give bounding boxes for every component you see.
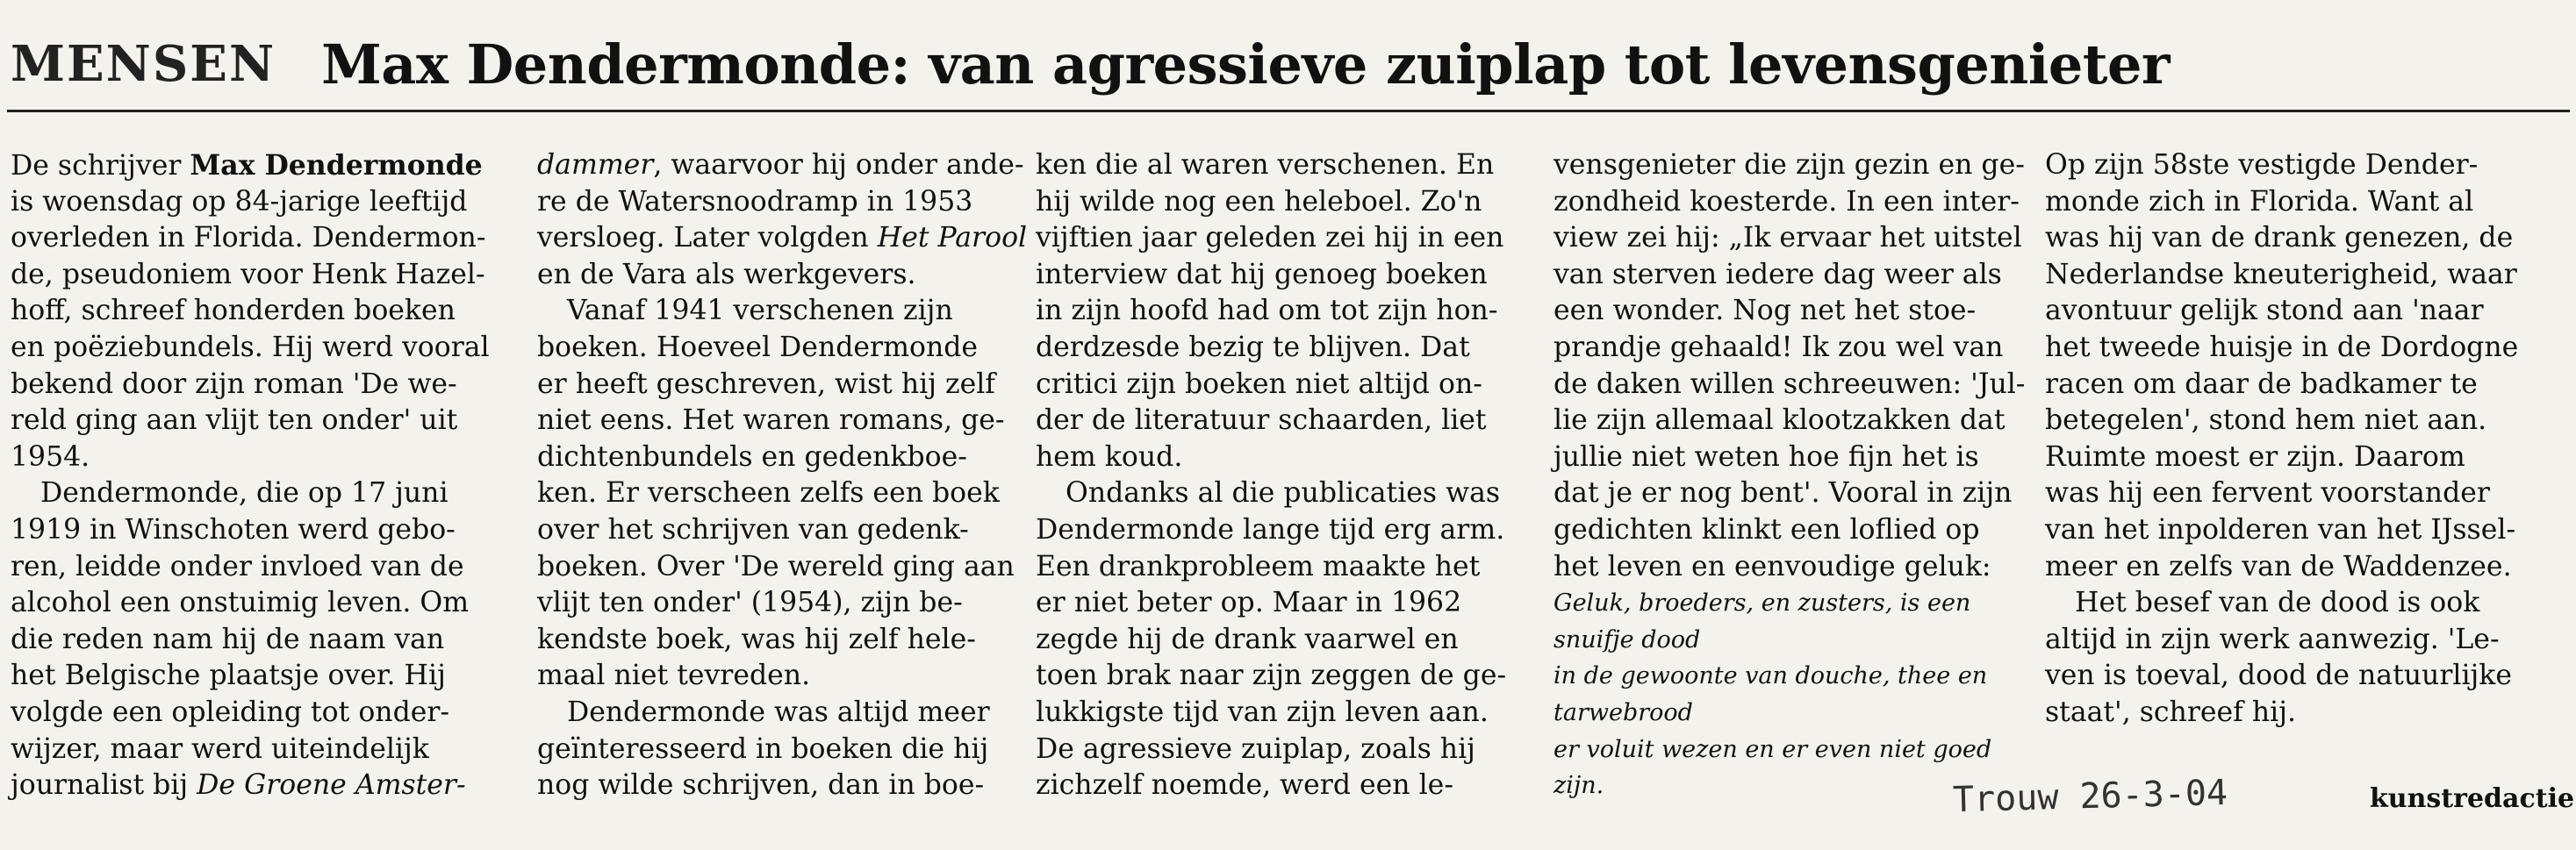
text-line (537, 257, 1015, 294)
text-fragment: gedichten klinkt een loflied op (1553, 513, 1980, 546)
text-line (11, 768, 489, 804)
text-line (11, 585, 489, 622)
text-fragment: De schrijver (11, 150, 190, 182)
text-line (11, 184, 489, 221)
text-fragment: van het inpolderen van het IJssel- (2045, 513, 2516, 546)
text-fragment: ven is toeval, dood de natuurlijke (2045, 660, 2513, 692)
text-line (537, 695, 1015, 732)
text-line (11, 512, 489, 549)
text-line (2045, 147, 2523, 184)
text-fragment: Op zijn 58ste vestigde Dender- (2045, 149, 2479, 181)
text-line (2045, 184, 2523, 221)
text-fragment: de daken willen schreeuwen: 'Jul- (1553, 368, 2026, 400)
text-line (1553, 658, 2032, 695)
text-line (1553, 257, 2032, 294)
text-fragment: volgde een opleiding tot onder- (11, 696, 450, 728)
text-line (1553, 367, 2032, 404)
handwritten-note: Trouw 26-3-04 (1952, 772, 2228, 821)
text-line (537, 768, 1015, 804)
text-line (11, 475, 489, 512)
text-line (1036, 257, 1514, 294)
text-line (1553, 475, 2032, 512)
text-line (11, 220, 489, 257)
article-headline: Max Dendermonde: van agressieve zuiplap tot levensgenieter (321, 32, 2171, 96)
text-line (2045, 330, 2523, 367)
text-fragment: maal niet tevreden. (537, 660, 811, 692)
text-line (11, 658, 489, 695)
poem-line: er voluit wezen en er even niet goed (1553, 735, 1992, 763)
text-fragment: en de Vara als werkgevers. (537, 258, 916, 290)
text-fragment: zichzelf noemde, werd een le- (1036, 769, 1453, 802)
text-fragment: prandje gehaald! Ik zou wel van (1553, 331, 2004, 363)
text-line (1036, 475, 1514, 512)
text-fragment: vensgenieter die zijn gezin en ge- (1553, 149, 2025, 181)
text-line (537, 367, 1015, 404)
text-fragment: hem koud. (1036, 440, 1183, 473)
text-fragment: alcohol een onstuimig leven. Om (11, 587, 470, 619)
text-line (11, 622, 489, 659)
text-line (11, 439, 489, 476)
text-fragment: 1919 in Winschoten werd gebo- (11, 513, 456, 546)
text-line (1553, 549, 2032, 586)
text-fragment: avontuur gelijk stond aan 'naar (2045, 295, 2484, 327)
text-line (2045, 585, 2523, 622)
article-column-5 (2045, 147, 2523, 732)
text-fragment: 1954. (11, 440, 90, 473)
text-line (2045, 549, 2523, 586)
text-line (2045, 475, 2523, 512)
text-line (1036, 330, 1514, 367)
text-line (537, 330, 1015, 367)
bold-text: Max Dendermonde (190, 149, 483, 182)
text-fragment: view zei hij: „Ik ervaar het uitstel (1553, 222, 2022, 254)
text-line (1036, 220, 1514, 257)
italic-title: Het Parool (877, 222, 1028, 254)
header-rule (7, 110, 2570, 112)
text-fragment: Nederlandse kneuterigheid, waar (2045, 258, 2517, 290)
text-fragment: dat je er nog bent'. Vooral in zijn (1553, 477, 2013, 510)
text-line (1036, 622, 1514, 659)
text-fragment: en poëziebundels. Hij werd vooral (11, 331, 490, 363)
text-line (1036, 768, 1514, 804)
text-fragment: Ondanks al die publicaties was (1066, 477, 1501, 510)
text-fragment: ken die al waren verschenen. En (1036, 149, 1495, 181)
text-fragment: het tweede huisje in de Dordogne (2045, 331, 2519, 363)
text-line (11, 367, 489, 404)
text-line (537, 549, 1015, 586)
text-fragment: vijftien jaar geleden zei hij in een (1036, 222, 1504, 254)
text-line (1036, 732, 1514, 768)
text-fragment: boeken. Over 'De wereld ging aan (537, 550, 1015, 582)
text-line (537, 622, 1015, 659)
text-line (1553, 732, 2032, 768)
text-fragment: die reden nam hij de naam van (11, 623, 445, 655)
text-line (1553, 512, 2032, 549)
text-fragment: boeken. Hoeveel Dendermonde (537, 331, 979, 363)
text-fragment: hij wilde nog een heleboel. Zo'n (1036, 185, 1482, 218)
text-fragment: interview dat hij genoeg boeken (1036, 258, 1488, 290)
text-line (537, 475, 1015, 512)
text-line (1036, 658, 1514, 695)
text-line (2045, 257, 2523, 294)
poem-line: zijn. (1553, 772, 1604, 800)
text-line (11, 732, 489, 768)
text-line (1553, 622, 2032, 659)
text-line (1036, 293, 1514, 330)
text-fragment: reld ging aan vlijt ten onder' uit (11, 404, 458, 437)
text-line (1036, 184, 1514, 221)
article-column-4 (1553, 147, 2032, 804)
text-fragment: altijd in zijn werk aanwezig. 'Le- (2045, 623, 2500, 655)
italic-title: dammer (537, 149, 654, 181)
text-fragment: er heeft geschreven, wist hij zelf (537, 368, 995, 400)
text-fragment: in zijn hoofd had om tot zijn hon- (1036, 295, 1498, 327)
text-line (11, 147, 489, 184)
text-line (1036, 439, 1514, 476)
text-fragment: was hij een fervent voorstander (2045, 477, 2490, 510)
article-header (11, 25, 2171, 104)
text-fragment: Dendermonde was altijd meer (567, 696, 990, 728)
text-fragment: overleden in Florida. Dendermon- (11, 222, 486, 254)
text-fragment: Het besef van de dood is ook (2075, 587, 2480, 619)
text-line (537, 512, 1015, 549)
text-line (2045, 695, 2523, 732)
text-line (1553, 695, 2032, 732)
text-fragment: Ruimte moest er zijn. Daarom (2045, 440, 2465, 473)
text-fragment: het Belgische plaatsje over. Hij (11, 660, 446, 692)
text-fragment: versloeg. Later volgden (537, 222, 878, 254)
text-line (2045, 403, 2523, 439)
author-credit: kunstredactie (2370, 783, 2575, 814)
text-fragment: zegde hij de drank vaarwel en (1036, 623, 1459, 655)
text-fragment: vlijt ten onder' (1954), zijn be- (537, 587, 963, 619)
text-line (2045, 622, 2523, 659)
text-fragment: de, pseudoniem voor Henk Hazel- (11, 258, 485, 290)
text-fragment: het leven en eenvoudige geluk: (1553, 550, 1991, 582)
text-fragment: der de literatuur schaarden, liet (1036, 404, 1487, 437)
text-line (1553, 439, 2032, 476)
text-line (1036, 512, 1514, 549)
text-fragment: van sterven iedere dag weer als (1553, 258, 2002, 290)
text-line (2045, 658, 2523, 695)
article-column-1 (11, 147, 489, 804)
text-fragment: re de Watersnoodramp in 1953 (537, 185, 973, 218)
text-line (1036, 367, 1514, 404)
text-fragment: wijzer, maar werd uiteindelijk (11, 732, 429, 765)
text-fragment: Vanaf 1941 verschenen zijn (567, 295, 953, 327)
text-fragment: nog wilde schrijven, dan in boe- (537, 769, 985, 802)
text-line (1553, 293, 2032, 330)
text-line (2045, 439, 2523, 476)
text-fragment: meer en zelfs van de Waddenzee. (2045, 550, 2512, 582)
text-line (2045, 512, 2523, 549)
text-fragment: lukkigste tijd van zijn leven aan. (1036, 696, 1489, 728)
text-line (11, 403, 489, 439)
text-fragment: ren, leidde onder invloed van de (11, 550, 464, 582)
text-line (537, 439, 1015, 476)
text-line (1553, 330, 2032, 367)
text-line (537, 184, 1015, 221)
text-line (11, 549, 489, 586)
text-line (11, 293, 489, 330)
text-fragment: dichtenbundels en gedenkboe- (537, 440, 967, 473)
text-fragment: , waarvoor hij onder ande- (653, 149, 1024, 181)
text-fragment: bekend door zijn roman 'De we- (11, 368, 457, 400)
text-line (1036, 549, 1514, 586)
text-fragment: zondheid koesterde. In een inter- (1553, 185, 2020, 218)
text-line (537, 220, 1028, 257)
text-line (537, 403, 1015, 439)
text-fragment: De agressieve zuiplap, zoals hij (1036, 732, 1475, 765)
text-line (2045, 293, 2523, 330)
text-line (537, 147, 1024, 184)
text-fragment: niet eens. Het waren romans, ge- (537, 404, 1005, 437)
text-fragment: hoff, schreef honderden boeken (11, 295, 456, 327)
text-fragment: geïnteresseerd in boeken die hij (537, 732, 989, 765)
text-fragment: ken. Er verscheen zelfs een boek (537, 477, 1000, 510)
text-fragment: betegelen', stond hem niet aan. (2045, 404, 2487, 437)
text-fragment: Dendermonde lange tijd erg arm. (1036, 513, 1505, 546)
text-fragment: toen brak naar zijn zeggen de ge- (1036, 660, 1507, 692)
text-fragment: journalist bij (11, 769, 197, 802)
text-line (11, 695, 489, 732)
text-line (11, 257, 489, 294)
text-line (537, 658, 1015, 695)
article-column-2 (537, 147, 1028, 804)
text-fragment: is woensdag op 84-jarige leeftijd (11, 185, 468, 218)
poem-line: in de gewoonte van douche, thee en (1553, 662, 1988, 690)
text-fragment: derdzesde bezig te blijven. Dat (1036, 331, 1470, 363)
text-fragment: critici zijn boeken niet altijd on- (1036, 368, 1482, 400)
text-line (2045, 367, 2523, 404)
text-line (1553, 585, 2032, 622)
text-fragment: monde zich in Florida. Want al (2045, 185, 2474, 218)
text-line (1036, 403, 1514, 439)
text-line (2045, 220, 2523, 257)
text-line (537, 585, 1015, 622)
text-line (1036, 147, 1514, 184)
text-fragment: racen om daar de badkamer te (2045, 368, 2478, 400)
text-line (537, 732, 1015, 768)
text-fragment: over het schrijven van gedenk- (537, 513, 969, 546)
text-fragment: was hij van de drank genezen, de (2045, 222, 2514, 254)
text-fragment: staat', schreef hij. (2045, 696, 2296, 728)
italic-title: De Groene Amster- (197, 769, 466, 802)
text-fragment: kendste boek, was hij zelf hele- (537, 623, 976, 655)
text-line (1036, 585, 1514, 622)
text-line (1553, 220, 2032, 257)
text-line (1553, 184, 2032, 221)
text-fragment: Een drankprobleem maakte het (1036, 550, 1481, 582)
text-line (1553, 403, 2032, 439)
poem-line: snuifje dood (1553, 625, 1701, 654)
text-fragment: jullie niet weten hoe fijn het is (1553, 440, 1979, 473)
poem-line: tarwebrood (1553, 698, 1693, 726)
text-line (537, 293, 1015, 330)
section-kicker: MENSEN (11, 35, 276, 93)
article-column-3 (1036, 147, 1514, 804)
text-fragment: lie zijn allemaal klootzakken dat (1553, 404, 2006, 437)
text-line (11, 330, 489, 367)
text-line (1553, 147, 2032, 184)
text-line (1036, 695, 1514, 732)
text-fragment: een wonder. Nog net het stoe- (1553, 295, 1977, 327)
text-fragment: Dendermonde, die op 17 juni (40, 477, 448, 510)
text-fragment: er niet beter op. Maar in 1962 (1036, 587, 1462, 619)
poem-line: Geluk, broeders, en zusters, is een (1553, 589, 1971, 618)
